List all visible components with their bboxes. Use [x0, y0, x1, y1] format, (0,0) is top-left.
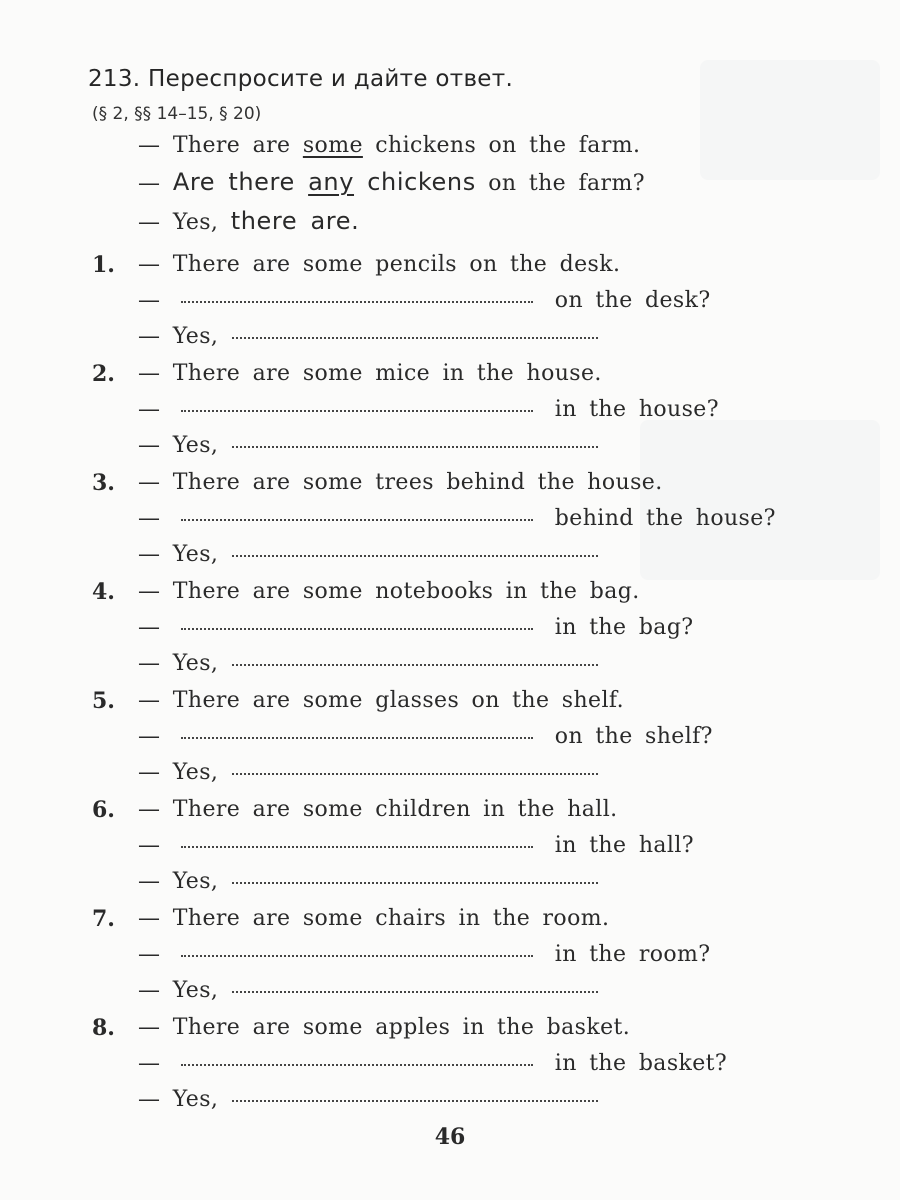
item-number: 2.	[92, 361, 115, 387]
item-question-line	[138, 397, 719, 422]
item-number: 5.	[92, 688, 115, 714]
item-statement-line	[138, 1015, 630, 1040]
dash: —	[138, 579, 173, 604]
item-statement-line	[138, 579, 640, 604]
dash: —	[138, 1015, 173, 1040]
dash: —	[138, 506, 173, 531]
bleed-through-shadow	[640, 420, 880, 580]
item-number: 6.	[92, 797, 115, 823]
answer-blank[interactable]	[232, 991, 598, 993]
dash: —	[138, 252, 173, 277]
bleed-through-shadow	[700, 60, 880, 180]
item-statement: There are some apples in the basket.	[172, 1015, 631, 1040]
item-statement: There are some notebooks in the bag.	[172, 579, 640, 604]
item-number: 8.	[92, 1015, 115, 1041]
item-question-line	[138, 833, 694, 858]
question-blank[interactable]	[181, 846, 533, 848]
dash: —	[138, 433, 173, 458]
item-question-line	[138, 615, 694, 640]
answer-start: Yes,	[172, 1087, 219, 1112]
question-ending: in the basket?	[554, 1051, 728, 1076]
item-answer-line	[138, 760, 598, 785]
exercise-title: 213. Переспросите и дайте ответ.	[88, 66, 514, 92]
item-statement-line	[138, 470, 663, 495]
item-statement-line	[138, 797, 618, 822]
item-statement-line	[138, 361, 602, 386]
answer-start: Yes,	[172, 869, 219, 894]
question-blank[interactable]	[181, 955, 533, 957]
item-statement-line	[138, 252, 620, 277]
dash: —	[138, 1051, 173, 1076]
dash: —	[138, 797, 173, 822]
dash: —	[138, 833, 173, 858]
item-question-line	[138, 942, 710, 967]
question-ending: behind the house?	[554, 506, 776, 531]
dash: —	[138, 133, 161, 158]
question-ending: in the house?	[554, 397, 719, 422]
question-ending: in the bag?	[554, 615, 694, 640]
answer-start: Yes,	[172, 324, 219, 349]
dash: —	[138, 397, 173, 422]
item-question-line	[138, 724, 713, 749]
item-number: 1.	[92, 252, 115, 278]
item-statement: There are some mice in the house.	[172, 361, 602, 386]
item-answer-line	[138, 433, 598, 458]
answer-blank[interactable]	[232, 555, 598, 557]
example-line-statement: — There are some chickens on the farm.	[138, 133, 641, 158]
answer-start: Yes,	[172, 651, 219, 676]
dash: —	[138, 869, 173, 894]
dash: —	[138, 470, 173, 495]
dash: —	[138, 1087, 173, 1112]
answer-start: Yes,	[172, 542, 219, 567]
answer-blank[interactable]	[232, 882, 598, 884]
dash: —	[138, 361, 173, 386]
underlined-word: some	[302, 133, 363, 158]
item-statement: There are some pencils on the desk.	[172, 252, 621, 277]
example-line-question: — Are there any chickens on the farm?	[138, 168, 645, 196]
dash: —	[138, 688, 173, 713]
item-number: 3.	[92, 470, 115, 496]
item-answer-line	[138, 978, 598, 1003]
answer-blank[interactable]	[232, 1100, 598, 1102]
dash: —	[138, 288, 173, 313]
item-answer-line	[138, 324, 598, 349]
question-ending: in the room?	[554, 942, 711, 967]
item-number: 4.	[92, 579, 115, 605]
item-statement: There are some chairs in the room.	[172, 906, 610, 931]
page-number: 46	[434, 1124, 466, 1150]
item-question-line	[138, 1051, 727, 1076]
dash: —	[138, 978, 173, 1003]
answer-blank[interactable]	[232, 337, 598, 339]
item-answer-line	[138, 542, 598, 567]
item-statement: There are some glasses on the shelf.	[172, 688, 625, 713]
item-statement-line	[138, 688, 624, 713]
question-ending: on the desk?	[554, 288, 711, 313]
item-answer-line	[138, 869, 598, 894]
item-number: 7.	[92, 906, 115, 932]
item-statement-line	[138, 906, 609, 931]
question-blank[interactable]	[181, 737, 533, 739]
question-blank[interactable]	[181, 519, 533, 521]
question-ending: in the hall?	[554, 833, 694, 858]
answer-start: Yes,	[172, 433, 219, 458]
dash: —	[138, 542, 173, 567]
item-statement: There are some children in the hall.	[172, 797, 618, 822]
item-question-line	[138, 288, 711, 313]
answer-start: Yes,	[172, 760, 219, 785]
answer-blank[interactable]	[232, 773, 598, 775]
dash: —	[138, 324, 173, 349]
underlined-word: any	[308, 168, 355, 196]
answer-start: Yes,	[172, 978, 219, 1003]
dash: —	[138, 906, 173, 931]
item-answer-line	[138, 1087, 598, 1112]
dash: —	[138, 171, 161, 196]
question-ending: on the shelf?	[554, 724, 713, 749]
question-blank[interactable]	[181, 1064, 533, 1066]
dash: —	[138, 942, 173, 967]
grammar-references: (§ 2, §§ 14–15, § 20)	[92, 104, 262, 124]
question-blank[interactable]	[181, 301, 533, 303]
dash: —	[138, 760, 173, 785]
question-blank[interactable]	[181, 410, 533, 412]
example-line-answer: — Yes, there are.	[138, 207, 360, 235]
item-statement: There are some trees behind the house.	[172, 470, 663, 495]
dash: —	[138, 724, 173, 749]
item-question-line	[138, 506, 776, 531]
question-blank[interactable]	[181, 628, 533, 630]
item-answer-line	[138, 651, 598, 676]
dash: —	[138, 615, 173, 640]
answer-blank[interactable]	[232, 664, 598, 666]
dash: —	[138, 651, 173, 676]
answer-blank[interactable]	[232, 446, 598, 448]
dash: —	[138, 210, 161, 235]
